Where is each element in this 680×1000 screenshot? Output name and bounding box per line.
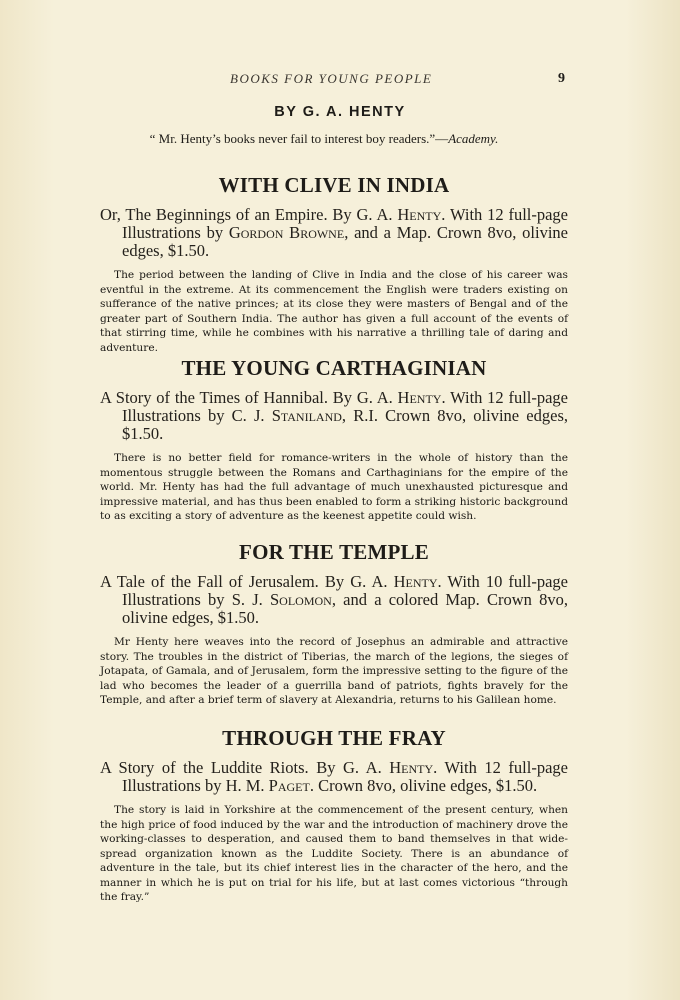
- book-description: [100, 759, 568, 795]
- illustrator-name: Paget: [268, 776, 310, 795]
- page-number: 9: [558, 71, 565, 86]
- desc-text: , R.I. Crown 8vo, olivine edges, $1.50.: [122, 406, 568, 443]
- desc-text: A Story of the Luddite Riots. By G. A.: [100, 758, 390, 777]
- author-name: Henty: [389, 758, 434, 777]
- author-name: Henty: [397, 205, 442, 224]
- author-name: Henty: [393, 572, 438, 591]
- desc-text: A Story of the Times of Hannibal. By G. A.: [100, 388, 398, 407]
- desc-text: A Tale of the Fall of Jerusalem. By G. A.: [100, 572, 394, 591]
- desc-text: , and a colored Map. Crown 8vo, olivine edges, $1.50.: [122, 590, 568, 627]
- running-head: BOOKS FOR YOUNG PEOPLE: [230, 71, 433, 86]
- epigraph-source: Academy.: [448, 131, 499, 146]
- book-entry: [100, 726, 568, 905]
- book-blurb: The period between the landing of Clive in India and the close of his career was eventful in the extreme. At its commencement the English were traders existing on sufferance of the native princes; at its close they were masters of Bengal and of the greater part of Southern India. The author has given a full account of the events of that stirring time, while he combines with his narrative a thrilling tale of daring and adventure.: [100, 269, 568, 354]
- book-description: [100, 389, 568, 443]
- book-blurb: There is no better field for romance-writers in the whole of history than the momentous struggle between the Romans and Carthaginians for the empire of the world. Mr. Henty has had the full advantage of much unexhausted picturesque and impressive material, and has thus been enabled to form a striking historic background to as exciting a story of adventure as the keenest appetite could wish.: [100, 452, 568, 522]
- book-blurb: Mr Henty here weaves into the record of Josephus an admirable and attractive story. The troubles in the district of Tiberias, the march of the legions, the sieges of Jotapata, of Gamala, and of Jerusalem, form the impressive setting to the figure of the lad who becomes the leader of a guerrilla band of patriots, fights bravely for the Temple, and after a brief term of slavery at Alexandria, returns to his Galilean home.: [100, 636, 568, 706]
- book-entry: [100, 540, 568, 708]
- desc-text: Or, The Beginnings of an Empire. By G. A.: [100, 205, 398, 224]
- illustrator-name: Staniland: [271, 406, 342, 425]
- desc-text: . With 12 full-page Illustrations by C. J.: [122, 388, 569, 425]
- desc-text: . With 12 full-page Illustrations by: [122, 205, 568, 242]
- book-title: THROUGH THE FRAY: [222, 726, 446, 750]
- author-name: Henty: [397, 388, 442, 407]
- book-blurb: The story is laid in Yorkshire at the commencement of the present century, when the high price of food induced by the war and the introduction of machinery drove the working-classes to desperation, and caused them to band themselves in that wide-spread organization known as the Luddite Society. There is an abundance of adventure in the tale, but its chief interest lies in the character of the hero, and the manner in which he is put on trial for his life, but at last comes victorious “through the fray.”: [100, 804, 568, 903]
- illustrator-name: Solomon: [270, 590, 332, 609]
- book-description: [100, 206, 568, 260]
- epigraph: [0, 131, 648, 147]
- desc-text: , and a Map. Crown 8vo, olivine edges, $1.50.: [122, 223, 568, 260]
- desc-text: . Crown 8vo, olivine edges, $1.50.: [309, 776, 538, 795]
- book-entry: [100, 173, 568, 355]
- illustrator-name: Gordon Browne: [228, 223, 345, 242]
- book-title: WITH CLIVE IN INDIA: [218, 173, 450, 197]
- desc-text: . With 10 full-page Illustrations by S. J.: [122, 572, 568, 609]
- author-heading: BY G. A. HENTY: [274, 104, 406, 120]
- book-title: THE YOUNG CARTHAGINIAN: [181, 356, 487, 380]
- desc-text: . With 12 full-page Illustrations by H. M.: [122, 758, 568, 795]
- book-title: FOR THE TEMPLE: [239, 540, 429, 564]
- book-entry: [100, 356, 568, 524]
- epigraph-quote: “ Mr. Henty’s books never fail to interest boy readers.”—: [149, 131, 449, 146]
- book-description: [100, 573, 568, 627]
